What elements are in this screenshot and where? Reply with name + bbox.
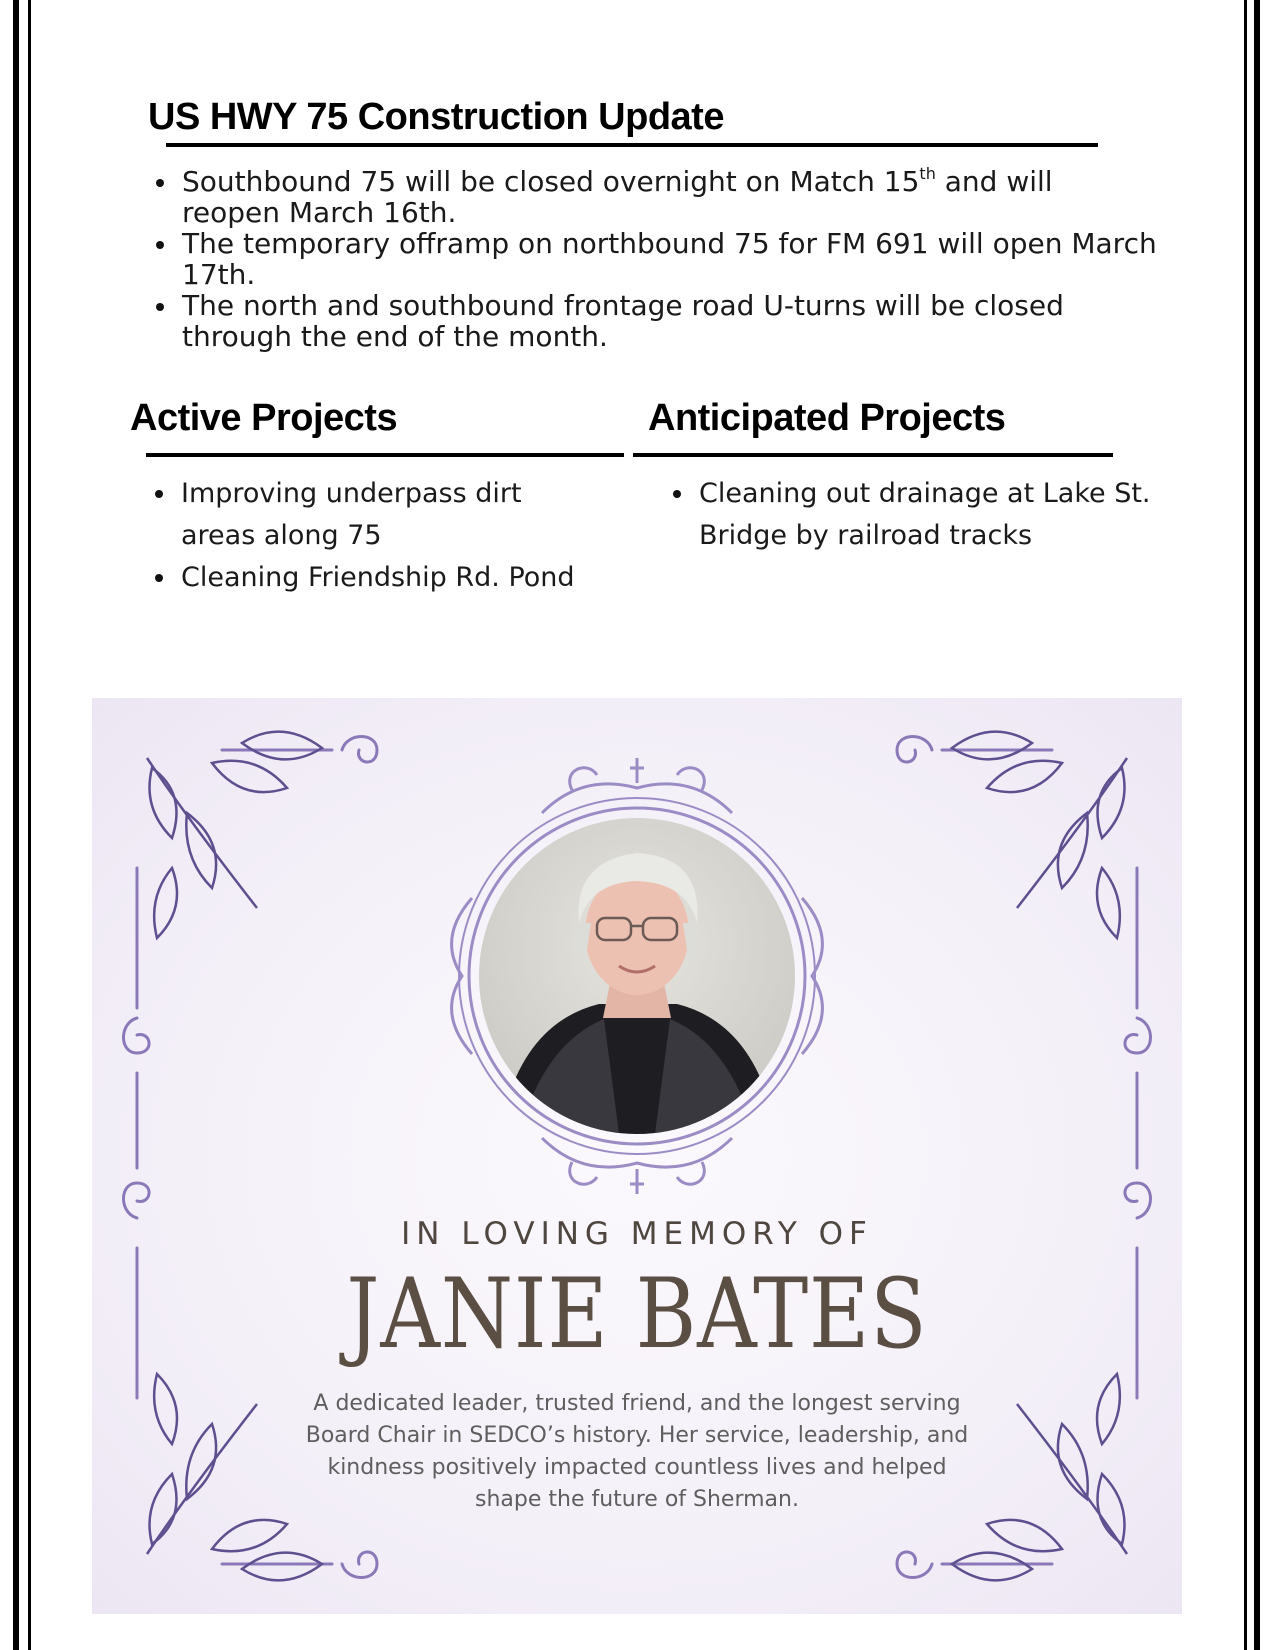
page-border-left-outer <box>13 0 19 1650</box>
page-border-right-outer <box>1254 0 1260 1650</box>
page-border-right-inner <box>1244 0 1247 1650</box>
portrait-illustration <box>479 818 795 1134</box>
anticipated-projects-rule <box>633 453 1113 457</box>
leaf-ornament-bottom-right <box>952 1374 1127 1580</box>
hwy-title: US HWY 75 Construction Update <box>148 96 724 138</box>
page-border-left-inner <box>28 0 31 1650</box>
portrait-photo <box>479 818 795 1134</box>
list-item: Cleaning out drainage at Lake St. Bridge by railroad tracks <box>699 473 1179 557</box>
list-item: Cleaning Friendship Rd. Pond <box>181 557 581 599</box>
leaf-ornament-top-right <box>952 732 1127 938</box>
hwy-title-rule <box>166 143 1098 147</box>
memorial-name: JANIE BATES <box>346 1258 928 1370</box>
list-item: Southbound 75 will be closed overnight on Match 15th and will reopen March 16th. <box>182 166 1162 228</box>
anticipated-projects-list <box>665 473 1179 557</box>
leaf-ornament-top-left <box>147 732 322 938</box>
list-item: The temporary offramp on northbound 75 for FM 691 will open March 17th. <box>182 228 1162 290</box>
memorial-card <box>92 698 1182 1614</box>
memorial-description: A dedicated leader, trusted friend, and the longest serving Board Chair in SEDCO’s history. Her service, leadership, and kindness positively impacted countless lives and helped shape the future of Sherman. <box>305 1391 969 1512</box>
list-item: Improving underpass dirt areas along 75 <box>181 473 581 557</box>
memorial-heading: IN LOVING MEMORY OF <box>401 1216 873 1252</box>
hwy-update-list <box>148 166 1162 352</box>
active-projects-list <box>147 473 581 599</box>
active-projects-rule <box>146 453 624 457</box>
anticipated-projects-title: Anticipated Projects <box>648 397 1006 439</box>
active-projects-title: Active Projects <box>130 397 398 439</box>
leaf-ornament-bottom-left <box>147 1374 322 1580</box>
list-item: The north and southbound frontage road U-turns will be closed through the end of the month. <box>182 290 1162 352</box>
